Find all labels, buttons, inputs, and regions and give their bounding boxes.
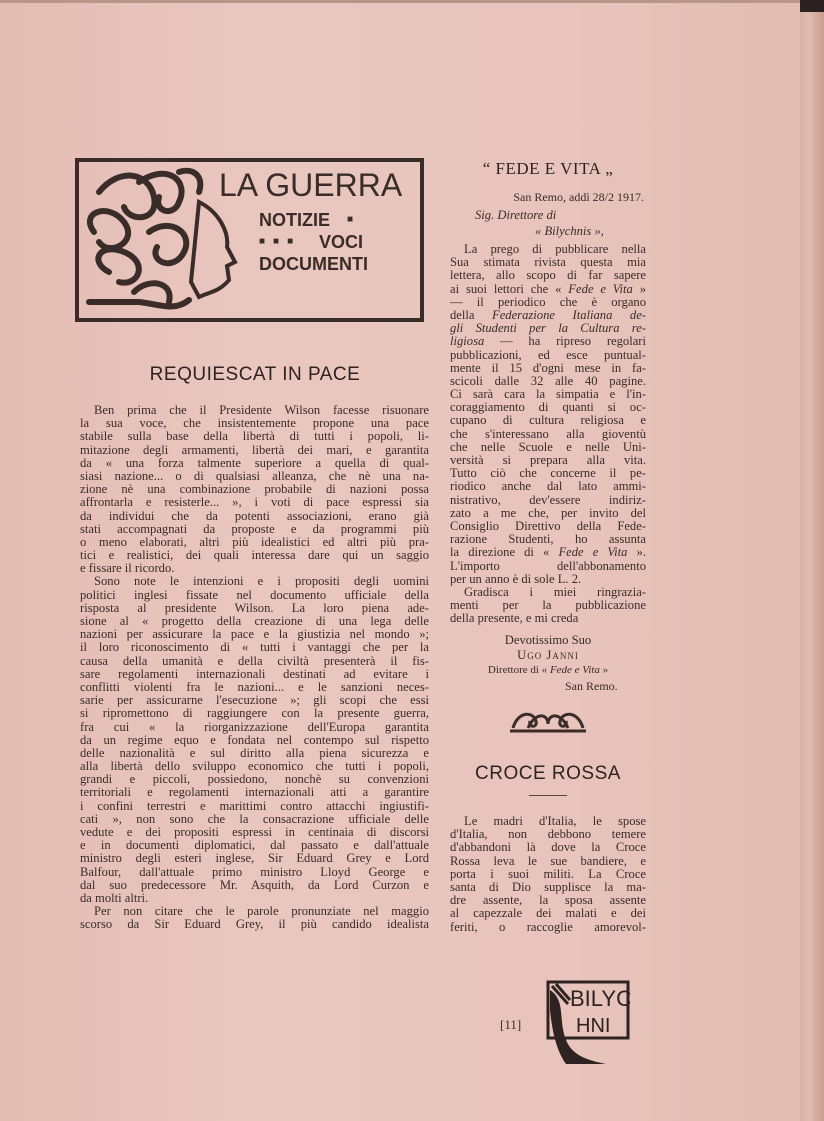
text-line: vedute e dei propositi espressi in centinaia di discorsi bbox=[80, 825, 429, 839]
text-line: si ripromettono di raggiungere con la presente guerra, bbox=[80, 706, 429, 721]
text-segment: » bbox=[632, 281, 646, 296]
logo-dots-row: ■■■ bbox=[259, 236, 302, 247]
text-line: Ben prima che il Presidente Wilson facesse risuonare bbox=[94, 403, 429, 417]
text-line: alla libertà dello sviluppo economico che tutti i popoli, bbox=[80, 759, 429, 774]
letter-dateline: San Remo, addì 28/2 1917. bbox=[513, 190, 644, 204]
decorative-ornament bbox=[508, 706, 588, 736]
text-line: politici inglesi fissate nel documento ufficiale della bbox=[80, 587, 429, 602]
text-line: Consiglio Direttivo della Fede- bbox=[450, 518, 646, 533]
la-guerra-header-logo bbox=[75, 158, 424, 322]
letter-closing: Devotissimo Suo bbox=[504, 633, 592, 647]
text-line: e fissare il ricordo. bbox=[80, 561, 175, 576]
text-line: dre assente, la sposa assente bbox=[450, 893, 646, 908]
text-line: Per non citare che le parole pronunziate nel maggio bbox=[94, 904, 429, 919]
text-line: pubblicazioni, ed esce puntual- bbox=[450, 347, 646, 362]
text-line: La prego di pubblicare nella bbox=[464, 242, 646, 256]
text-line: coraggiamento di quanti si oc- bbox=[450, 400, 646, 415]
text-segment: della bbox=[450, 307, 493, 322]
text-line: il loro riconoscimento di « tutti i vantaggi che per la bbox=[80, 640, 429, 655]
italic-text: Fede e Vita bbox=[558, 545, 628, 560]
text-line: sare regolamenti internazionali destinati ad evitare i bbox=[80, 666, 429, 681]
letter-title-fede-e-vita: “ FEDE E VITA „ bbox=[482, 159, 614, 178]
text-line: risposta al presidente Wilson. La loro piena ade- bbox=[80, 600, 429, 615]
letter-signature: Ugo Janni bbox=[517, 648, 579, 662]
text-line: e in documenti diplomatici, dal passato e dall'attuale bbox=[80, 838, 429, 853]
text-line: al capezzale dei malati e dei bbox=[450, 906, 646, 921]
text-line: da un regime equo e fondata nel contempo sul rispetto bbox=[80, 732, 429, 747]
logo-voci: VOCI bbox=[319, 232, 364, 252]
text-line: L'importo dell'abbonamento bbox=[450, 558, 646, 573]
text-line bbox=[450, 546, 646, 559]
text-line: che s'interessano alla gioventù bbox=[450, 426, 646, 441]
text-line: nazioni per assicurare la pace e la giustizia nel mondo »; bbox=[80, 627, 429, 642]
text-line: siasi nazione... o di qualsiasi alleanza, che nè una na- bbox=[80, 468, 429, 483]
italic-text: ligiosa bbox=[450, 334, 485, 349]
page-number: [11] bbox=[500, 1017, 522, 1032]
text-line: Gradisca i miei ringrazia- bbox=[464, 584, 646, 599]
role-prefix: Direttore di « bbox=[487, 664, 550, 676]
letter-signature-role bbox=[450, 663, 646, 677]
logo-notizie: NOTIZIE bbox=[259, 210, 330, 230]
logo-title: LA GUERRA bbox=[219, 167, 403, 203]
text-line: per un anno è di sole L. 2. bbox=[450, 571, 582, 586]
text-line: menti per la pubblicazione bbox=[450, 598, 646, 613]
italic-text: Federazione Italiana de- bbox=[492, 307, 646, 322]
text-line: d'Italia, non debbono temere bbox=[450, 827, 646, 842]
article-body-requiescat bbox=[80, 404, 429, 932]
text-line: santa di Dio supplisce la ma- bbox=[450, 879, 646, 894]
role-periodical: Fede e Vita bbox=[549, 664, 600, 676]
text-line: da molti altri. bbox=[80, 890, 149, 905]
text-line: Balfour, dall'attuale primo ministro Lloyd George e bbox=[80, 864, 429, 879]
text-line: affrontarla e resisterle... », i voti di pace espressi sia bbox=[80, 495, 429, 510]
text-line: la sua voce, che insistentemente propone una pace bbox=[80, 416, 429, 431]
text-line bbox=[450, 335, 646, 348]
text-line: d'abbandoni là dove la Croce bbox=[450, 840, 646, 855]
letter-place: San Remo. bbox=[565, 679, 618, 693]
text-line: feriti, o raccoglie amorevol- bbox=[450, 919, 646, 934]
text-line: porta i suoi militi. La Croce bbox=[450, 866, 646, 881]
text-line: i confini terrestri e marittimi contro attacchi ingiustifi- bbox=[80, 798, 429, 813]
text-segment: la direzione di « bbox=[450, 545, 559, 560]
text-line: delle nazionalità e sul diritto alla piena sicurezza e bbox=[80, 745, 429, 760]
text-line: fra cui « la riorganizzazione dell'Europa garantita bbox=[80, 719, 429, 734]
text-segment: ». bbox=[627, 545, 646, 560]
text-line: stabile sulla base della libertà di tutti i popoli, li- bbox=[80, 429, 429, 444]
article-title-requiescat: REQUIESCAT IN PACE bbox=[149, 364, 361, 385]
text-line: — il periodico che è organo bbox=[450, 294, 646, 309]
italic-text: gli Studenti per la Cultura re- bbox=[450, 321, 646, 336]
title-rule bbox=[529, 795, 567, 796]
text-line: Le madri d'Italia, le spose bbox=[464, 814, 646, 828]
scan-background-corner bbox=[800, 0, 824, 12]
text-line: da « una forza talmente superiore a quella di qual- bbox=[80, 455, 429, 470]
text-line: sione al « progetto della creazione di una lega delle bbox=[80, 614, 429, 628]
text-line: nistrativo, dev'essere indiriz- bbox=[450, 492, 646, 507]
text-line: conflitti violenti fra le nazioni... e le sanzioni neces- bbox=[80, 679, 429, 694]
text-line: scorso da Sir Eduard Grey, il più candido idealista bbox=[80, 917, 429, 932]
text-line: della presente, e mi creda bbox=[450, 611, 579, 626]
text-line: Sua stimata rivista questa mia bbox=[450, 255, 646, 270]
text-line: sarie per assicurarne l'esecuzione »; gli scopi che essi bbox=[80, 693, 429, 708]
text-line: grandi e piccoli, possiedono, nonchè su convenzioni bbox=[80, 772, 429, 787]
svg-text:HNI: HNI bbox=[576, 1015, 611, 1037]
text-line: Tutto ciò che concerne il pe- bbox=[450, 466, 646, 481]
article-title-croce-rossa: CROCE ROSSA bbox=[475, 763, 621, 784]
letter-body bbox=[450, 243, 646, 625]
bilychnis-logo bbox=[546, 980, 630, 1066]
text-line: Ci sarà cara la simpatia e l'in- bbox=[450, 387, 646, 402]
svg-text:BILYC: BILYC bbox=[570, 986, 630, 1011]
text-line: cupano di cultura religiosa e bbox=[450, 413, 646, 428]
text-line: zione nè una combinazione probabile di nazioni possa bbox=[80, 482, 429, 497]
book-page-edges bbox=[800, 12, 824, 1121]
logo-dots: ■ bbox=[347, 214, 354, 225]
text-line: causa della umanità e della civiltà presenterà il fis- bbox=[80, 653, 429, 668]
text-segment: — ha ripreso regolari bbox=[484, 334, 646, 349]
text-line: tici e realistici, dei quali interessa dare qui un saggio bbox=[80, 548, 429, 563]
letter-salutation-2: « Bilychnis », bbox=[535, 224, 604, 238]
text-line: zato a me che, per invito del bbox=[450, 505, 646, 520]
text-line: cati », non sono che la consacrazione ufficiale delle bbox=[80, 811, 429, 826]
role-suffix: » bbox=[599, 664, 609, 676]
text-line: scicoli dalle 32 alle 40 pagine. bbox=[450, 373, 646, 388]
text-line: mitazione degli armamenti, libertà dei mari, e garantita bbox=[80, 442, 429, 457]
text-line: mente il 15 d'ogni mese in fa- bbox=[450, 360, 646, 375]
text-line: o meno elaborati, altri più idealistici ed altri più pra- bbox=[80, 534, 429, 549]
italic-text: Fede e Vita bbox=[568, 281, 633, 296]
text-line: versità si prepara alla vita. bbox=[450, 453, 646, 467]
text-line: Rossa leva le sue bandiere, e bbox=[450, 853, 646, 868]
page-top-edge bbox=[0, 0, 800, 3]
text-line: riodico anche dal lato ammi- bbox=[450, 479, 646, 494]
text-line: Sono note le intenzioni e i propositi degli uomini bbox=[94, 574, 429, 589]
text-line bbox=[450, 283, 646, 296]
text-line: territoriali e regolamenti internazionali atti a garantire bbox=[80, 785, 429, 800]
text-line: razione Studenti, ho assunta bbox=[450, 532, 646, 547]
text-line: lettera, allo scopo di far sapere bbox=[450, 268, 646, 283]
text-line: dal suo predecessore Mr. Asquith, da Lord Curzon e bbox=[80, 877, 429, 892]
logo-documenti: DOCUMENTI bbox=[259, 254, 368, 274]
text-line: stati accompagnati da proposte e da programmi più bbox=[80, 521, 429, 536]
letter-salutation-1: Sig. Direttore di bbox=[475, 208, 557, 222]
text-line: ministro degli esteri inglese, Sir Eduard Grey e Lord bbox=[80, 851, 429, 866]
text-segment: ai suoi lettori che « bbox=[450, 281, 569, 296]
bilychnis-emblem-icon bbox=[546, 980, 630, 1066]
text-line: che nelle Scuole e nelle Uni- bbox=[450, 439, 646, 454]
text-line: da individui che da potenti associazioni, erano già bbox=[80, 508, 429, 523]
article-body-croce-rossa bbox=[450, 815, 646, 934]
